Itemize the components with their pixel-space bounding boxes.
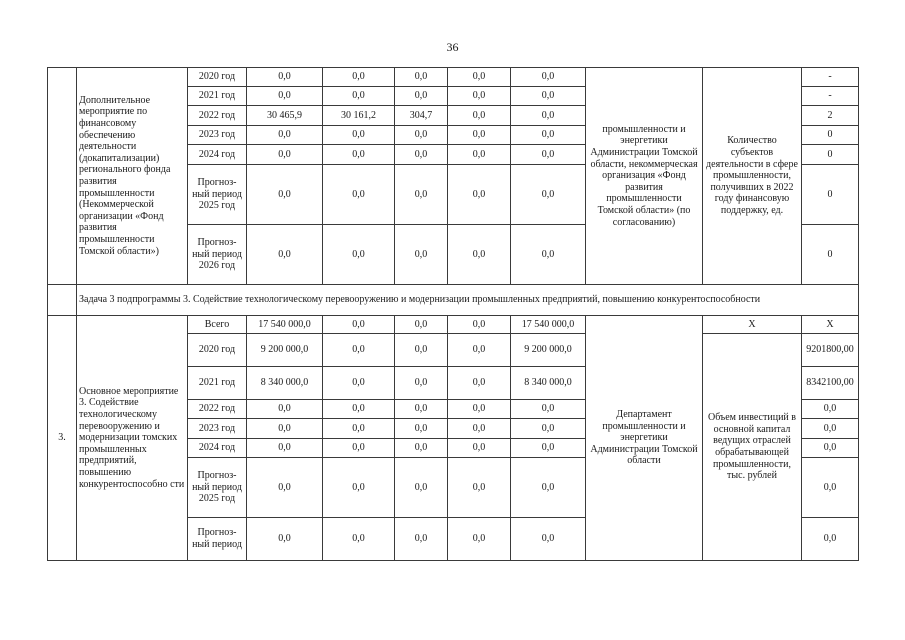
extrabudget-cell: 0,0 bbox=[511, 458, 586, 518]
indicator-value-cell: 0,0 bbox=[802, 458, 859, 518]
indicator-value-cell: - bbox=[802, 87, 859, 106]
extrabudget-cell: 0,0 bbox=[511, 518, 586, 561]
extrabudget-cell: 0,0 bbox=[511, 400, 586, 419]
executor-cell: Департамент промышленности и энергетики Администрации Томской области bbox=[586, 316, 703, 561]
federal-cell: 0,0 bbox=[323, 400, 395, 419]
federal-cell: 0,0 bbox=[323, 126, 395, 145]
regional-cell: 0,0 bbox=[395, 165, 448, 225]
period-cell: 2023 год bbox=[188, 126, 247, 145]
regional-cell: 0,0 bbox=[395, 400, 448, 419]
total-cell: 0,0 bbox=[247, 458, 323, 518]
total-cell: 0,0 bbox=[247, 145, 323, 165]
local-cell: 0,0 bbox=[448, 419, 511, 439]
local-cell: 0,0 bbox=[448, 367, 511, 400]
period-cell: Прогноз-ный период bbox=[188, 518, 247, 561]
federal-cell: 0,0 bbox=[323, 458, 395, 518]
local-cell: 0,0 bbox=[448, 145, 511, 165]
page-number: 36 bbox=[446, 40, 459, 54]
extrabudget-cell: 0,0 bbox=[511, 165, 586, 225]
period-cell: Прогноз-ный период 2026 год bbox=[188, 225, 247, 285]
indicator-value-cell: 8342100,00 bbox=[802, 367, 859, 400]
indicator-value-cell: 9201800,00 bbox=[802, 334, 859, 367]
federal-cell: 0,0 bbox=[323, 419, 395, 439]
regional-cell: 0,0 bbox=[395, 225, 448, 285]
period-cell: Прогноз-ный период 2025 год bbox=[188, 165, 247, 225]
indicator-value-cell: 0,0 bbox=[802, 400, 859, 419]
total-cell: 30 465,9 bbox=[247, 106, 323, 126]
extrabudget-cell: 0,0 bbox=[511, 419, 586, 439]
federal-cell: 0,0 bbox=[323, 439, 395, 458]
indicator-value-cell: 0 bbox=[802, 126, 859, 145]
extrabudget-cell: 0,0 bbox=[511, 106, 586, 126]
extrabudget-cell: 0,0 bbox=[511, 145, 586, 165]
total-cell: 0,0 bbox=[247, 419, 323, 439]
measure-name-cell: Основное мероприятие 3. Содействие технологическому перевооружению и модернизации томских промышленных предприятий, повышению конкурентоспособно сти bbox=[77, 316, 188, 561]
extrabudget-cell: 0,0 bbox=[511, 68, 586, 87]
federal-cell: 0,0 bbox=[323, 316, 395, 334]
regional-cell: 0,0 bbox=[395, 87, 448, 106]
local-cell: 0,0 bbox=[448, 87, 511, 106]
row-number-cell bbox=[48, 285, 77, 316]
indicator-cell: Объем инвестиций в основной капитал ведущих отраслей обрабатывающей промышленности, тыс. рублей bbox=[703, 334, 802, 561]
indicator-header-cell: Х bbox=[703, 316, 802, 334]
period-cell: 2024 год bbox=[188, 439, 247, 458]
local-cell: 0,0 bbox=[448, 518, 511, 561]
regional-cell: 0,0 bbox=[395, 439, 448, 458]
indicator-value-cell: 0,0 bbox=[802, 439, 859, 458]
regional-cell: 0,0 bbox=[395, 419, 448, 439]
total-cell: 8 340 000,0 bbox=[247, 367, 323, 400]
federal-cell: 0,0 bbox=[323, 334, 395, 367]
indicator-value-cell: 0,0 bbox=[802, 419, 859, 439]
period-cell: 2023 год bbox=[188, 419, 247, 439]
total-cell: 0,0 bbox=[247, 225, 323, 285]
federal-cell: 0,0 bbox=[323, 87, 395, 106]
period-cell: 2021 год bbox=[188, 87, 247, 106]
row-number-cell: 3. bbox=[48, 316, 77, 561]
extrabudget-cell: 9 200 000,0 bbox=[511, 334, 586, 367]
regional-cell: 0,0 bbox=[395, 367, 448, 400]
extrabudget-cell: 0,0 bbox=[511, 225, 586, 285]
federal-cell: 0,0 bbox=[323, 145, 395, 165]
period-cell: Всего bbox=[188, 316, 247, 334]
federal-cell: 0,0 bbox=[323, 225, 395, 285]
indicator-value-cell: - bbox=[802, 68, 859, 87]
local-cell: 0,0 bbox=[448, 439, 511, 458]
task-heading: Задача 3 подпрограммы 3. Содействие технологическому перевооружению и модернизации промышленных предприятий, повышению конкурентоспособности bbox=[77, 285, 859, 316]
period-cell: 2020 год bbox=[188, 334, 247, 367]
local-cell: 0,0 bbox=[448, 334, 511, 367]
indicator-value-cell: 0 bbox=[802, 145, 859, 165]
total-cell: 17 540 000,0 bbox=[247, 316, 323, 334]
period-cell: 2022 год bbox=[188, 400, 247, 419]
period-cell: 2024 год bbox=[188, 145, 247, 165]
extrabudget-cell: 0,0 bbox=[511, 126, 586, 145]
program-table bbox=[47, 67, 859, 561]
regional-cell: 0,0 bbox=[395, 145, 448, 165]
indicator-value-cell: 0 bbox=[802, 165, 859, 225]
total-cell: 0,0 bbox=[247, 439, 323, 458]
extrabudget-cell: 17 540 000,0 bbox=[511, 316, 586, 334]
total-cell: 9 200 000,0 bbox=[247, 334, 323, 367]
indicator-value-cell: 0,0 bbox=[802, 518, 859, 561]
total-cell: 0,0 bbox=[247, 68, 323, 87]
table-row bbox=[48, 68, 859, 87]
total-cell: 0,0 bbox=[247, 400, 323, 419]
period-cell: 2020 год bbox=[188, 68, 247, 87]
total-cell: 0,0 bbox=[247, 126, 323, 145]
federal-cell: 0,0 bbox=[323, 518, 395, 561]
federal-cell: 0,0 bbox=[323, 165, 395, 225]
local-cell: 0,0 bbox=[448, 316, 511, 334]
regional-cell: 0,0 bbox=[395, 126, 448, 145]
indicator-value-cell: 2 bbox=[802, 106, 859, 126]
indicator-value-cell: 0 bbox=[802, 225, 859, 285]
regional-cell: 0,0 bbox=[395, 518, 448, 561]
regional-cell: 0,0 bbox=[395, 316, 448, 334]
table-row bbox=[48, 285, 859, 316]
total-cell: 0,0 bbox=[247, 518, 323, 561]
total-cell: 0,0 bbox=[247, 87, 323, 106]
regional-cell: 0,0 bbox=[395, 68, 448, 87]
extrabudget-cell: 0,0 bbox=[511, 87, 586, 106]
table-row bbox=[48, 316, 859, 334]
measure-name-cell: Дополнительное мероприятие по финансовому обеспечению деятельности (докапитализации) регионального фонда развития промышленности (Некоммерческой организации «Фонд развития промышленности Томской области») bbox=[77, 68, 188, 285]
extrabudget-cell: 0,0 bbox=[511, 439, 586, 458]
row-number-cell bbox=[48, 68, 77, 285]
local-cell: 0,0 bbox=[448, 458, 511, 518]
local-cell: 0,0 bbox=[448, 68, 511, 87]
period-cell: Прогноз-ный период 2025 год bbox=[188, 458, 247, 518]
local-cell: 0,0 bbox=[448, 126, 511, 145]
regional-cell: 0,0 bbox=[395, 334, 448, 367]
regional-cell: 0,0 bbox=[395, 458, 448, 518]
local-cell: 0,0 bbox=[448, 165, 511, 225]
local-cell: 0,0 bbox=[448, 225, 511, 285]
regional-cell: 304,7 bbox=[395, 106, 448, 126]
indicator-value-cell: Х bbox=[802, 316, 859, 334]
local-cell: 0,0 bbox=[448, 400, 511, 419]
indicator-cell: Количество субъектов деятельности в сфере промышленности, получивших в 2022 году финансовую поддержку, ед. bbox=[703, 68, 802, 285]
total-cell: 0,0 bbox=[247, 165, 323, 225]
federal-cell: 0,0 bbox=[323, 68, 395, 87]
federal-cell: 0,0 bbox=[323, 367, 395, 400]
local-cell: 0,0 bbox=[448, 106, 511, 126]
federal-cell: 30 161,2 bbox=[323, 106, 395, 126]
period-cell: 2021 год bbox=[188, 367, 247, 400]
period-cell: 2022 год bbox=[188, 106, 247, 126]
executor-cell: промышленности и энергетики Администрации Томской области, некоммерческая организация «Фонд развития промышленности Томской области» (по согласованию) bbox=[586, 68, 703, 285]
extrabudget-cell: 8 340 000,0 bbox=[511, 367, 586, 400]
